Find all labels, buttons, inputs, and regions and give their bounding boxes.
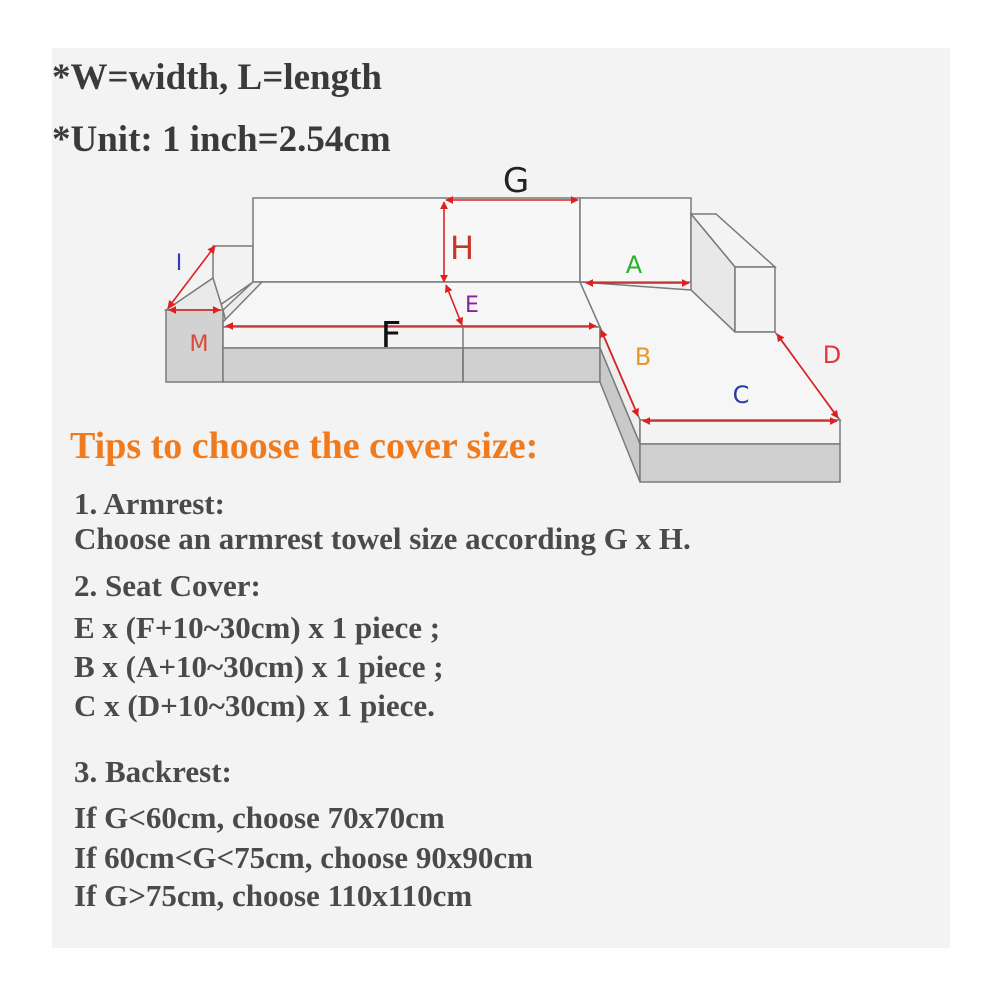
armrest-line: Choose an armrest towel size according G x H. <box>74 521 691 556</box>
chaise-front-light <box>640 420 840 444</box>
label-F: F <box>380 315 402 356</box>
seat-front-right <box>463 348 600 382</box>
backrest-line-1: If G<60cm, choose 70x70cm <box>74 800 445 835</box>
backrest-heading: 3. Backrest: <box>74 754 232 789</box>
note-unit: *Unit: 1 inch=2.54cm <box>52 119 391 160</box>
seat-heading: 2. Seat Cover: <box>74 568 261 603</box>
right-arm-front <box>735 267 775 332</box>
back-cushion-left <box>253 198 580 282</box>
armrest-heading: 1. Armrest: <box>74 486 225 521</box>
label-B: B <box>634 343 652 371</box>
seat-line-2: B x (A+10~30cm) x 1 piece ; <box>74 649 444 684</box>
label-G: G <box>502 161 530 201</box>
label-M: M <box>189 332 209 357</box>
label-I: I <box>175 251 183 276</box>
seat-line-3: C x (D+10~30cm) x 1 piece. <box>74 688 435 723</box>
seat-line-1: E x (F+10~30cm) x 1 piece ; <box>74 610 441 645</box>
chaise-front-dark <box>640 444 840 482</box>
label-A: A <box>625 251 643 279</box>
left-arm-top <box>166 278 223 310</box>
note-width-length: *W=width, L=length <box>52 57 383 98</box>
backrest-line-3: If G>75cm, choose 110x110cm <box>74 878 473 913</box>
seat-top <box>223 282 600 327</box>
label-E: E <box>465 293 479 318</box>
label-H: H <box>449 229 475 267</box>
label-C: C <box>732 381 750 409</box>
backrest-line-2: If 60cm<G<75cm, choose 90x90cm <box>74 840 533 875</box>
seat-front-light <box>223 327 600 348</box>
label-D: D <box>822 341 842 369</box>
seat-front-left <box>223 348 463 382</box>
tips-title: Tips to choose the cover size: <box>70 425 539 467</box>
